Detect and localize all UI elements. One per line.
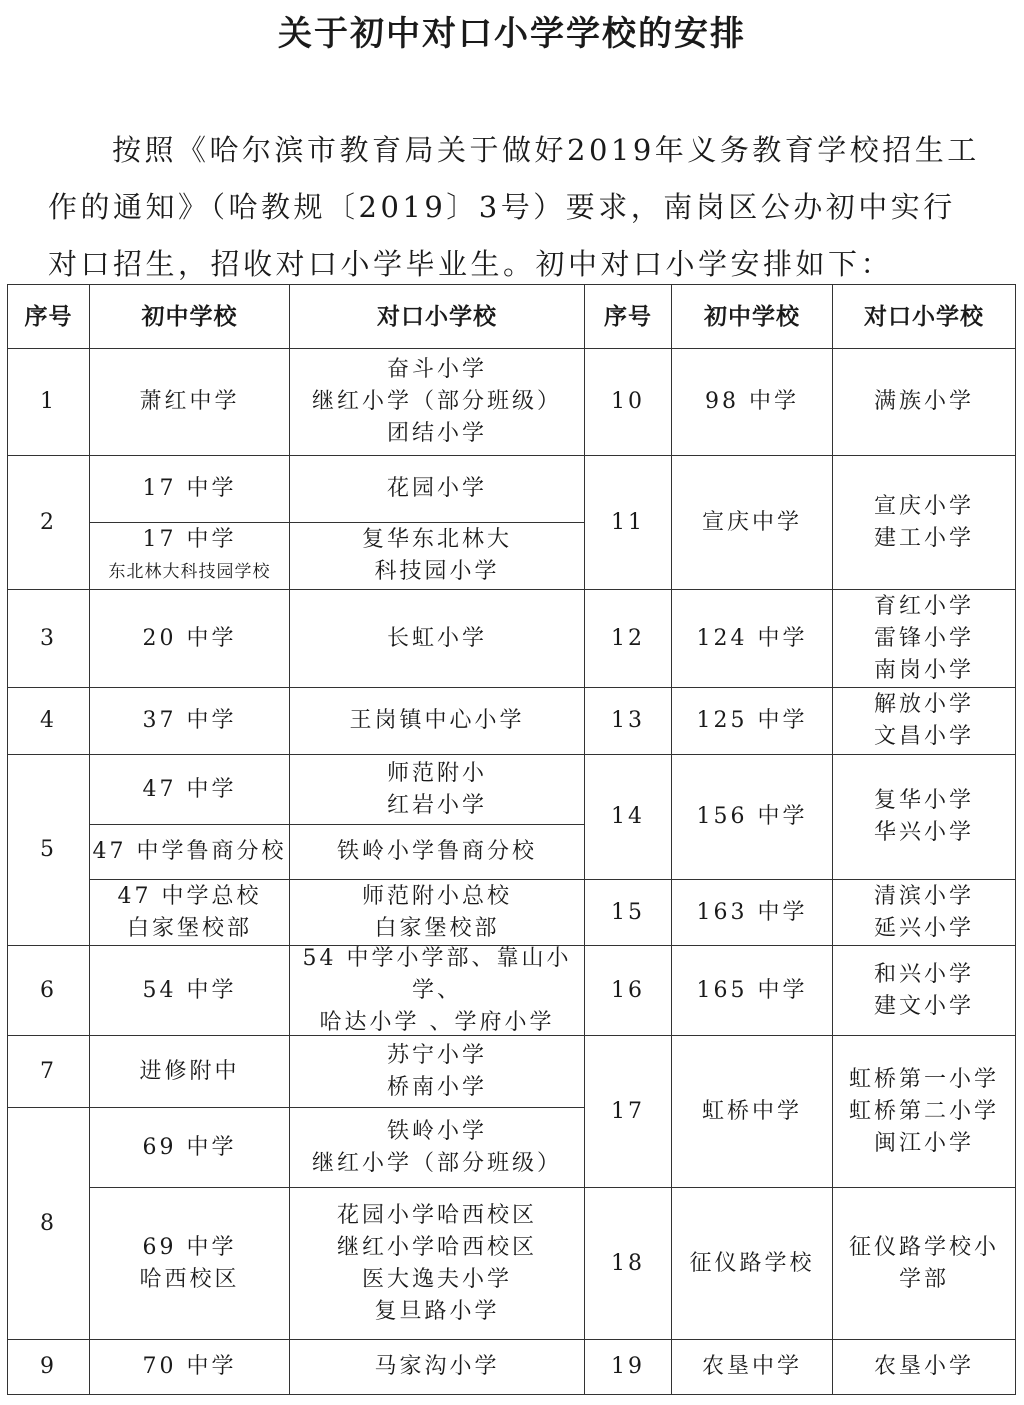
middle-school-cell: 宣庆中学 xyxy=(671,455,833,590)
primary-school-cell: 宣庆小学 建工小学 xyxy=(832,455,1016,590)
row-number: 1 xyxy=(7,348,90,456)
primary-school-cell: 和兴小学 建文小学 xyxy=(832,945,1016,1036)
column-header: 初中学校 xyxy=(89,284,290,349)
primary-school-cell: 师范附小 红岩小学 xyxy=(289,754,585,825)
row-number: 19 xyxy=(584,1339,672,1395)
primary-school-cell: 育红小学 雷锋小学 南岗小学 xyxy=(832,589,1016,688)
row-number: 9 xyxy=(7,1339,90,1395)
row-number: 15 xyxy=(584,879,672,946)
middle-school-cell xyxy=(89,522,290,590)
middle-school-cell: 47 中学 xyxy=(89,754,290,825)
row-number: 2 xyxy=(7,455,90,590)
row-number: 11 xyxy=(584,455,672,590)
primary-school-cell: 马家沟小学 xyxy=(289,1339,585,1395)
middle-school-cell: 进修附中 xyxy=(89,1035,290,1108)
middle-school-campus: 东北林大科技园学校 xyxy=(108,562,271,582)
middle-school-cell: 20 中学 xyxy=(89,589,290,688)
row-number: 8 xyxy=(7,1107,90,1340)
column-header: 对口小学校 xyxy=(832,284,1016,349)
primary-school-cell: 铁岭小学鲁商分校 xyxy=(289,824,585,880)
middle-school-cell: 156 中学 xyxy=(671,754,833,880)
row-number: 7 xyxy=(7,1035,90,1108)
row-number: 16 xyxy=(584,945,672,1036)
middle-school-cell: 征仪路学校 xyxy=(671,1187,833,1340)
primary-school-cell: 征仪路学校小 学部 xyxy=(832,1187,1016,1340)
row-number: 3 xyxy=(7,589,90,688)
row-number: 17 xyxy=(584,1035,672,1188)
row-number: 6 xyxy=(7,945,90,1036)
row-number: 18 xyxy=(584,1187,672,1340)
middle-school-cell: 69 中学 xyxy=(89,1107,290,1188)
middle-school-cell: 37 中学 xyxy=(89,687,290,755)
middle-school-cell: 165 中学 xyxy=(671,945,833,1036)
primary-school-cell: 长虹小学 xyxy=(289,589,585,688)
middle-school-cell: 萧红中学 xyxy=(89,348,290,456)
row-number: 12 xyxy=(584,589,672,688)
primary-school-cell: 苏宁小学 桥南小学 xyxy=(289,1035,585,1108)
row-number: 4 xyxy=(7,687,90,755)
primary-school-cell: 解放小学 文昌小学 xyxy=(832,687,1016,755)
middle-school-cell: 69 中学 哈西校区 xyxy=(89,1187,290,1340)
intro-paragraph: 按照《哈尔滨市教育局关于做好2019年义务教育学校招生工作的通知》（哈教规〔2019〕3号）要求，南岗区公办初中实行对口招生，招收对口小学毕业生。初中对口小学安排如下： xyxy=(48,133,980,281)
primary-school-cell: 虹桥第一小学 虹桥第二小学 闽江小学 xyxy=(832,1035,1016,1188)
primary-school-cell: 农垦小学 xyxy=(832,1339,1016,1395)
middle-school-cell: 47 中学总校 白家堡校部 xyxy=(89,879,290,946)
column-header: 对口小学校 xyxy=(289,284,585,349)
middle-school-name: 17 中学 xyxy=(142,527,237,552)
column-header: 初中学校 xyxy=(671,284,833,349)
primary-school-cell: 满族小学 xyxy=(832,348,1016,456)
middle-school-cell: 125 中学 xyxy=(671,687,833,755)
column-header: 序号 xyxy=(7,284,90,349)
middle-school-cell: 163 中学 xyxy=(671,879,833,946)
middle-school-cell: 54 中学 xyxy=(89,945,290,1036)
row-number: 14 xyxy=(584,754,672,880)
middle-school-cell: 虹桥中学 xyxy=(671,1035,833,1188)
middle-school-cell: 17 中学 xyxy=(89,455,290,523)
row-number: 5 xyxy=(7,754,90,946)
primary-school-cell: 花园小学哈西校区 继红小学哈西校区 医大逸夫小学 复旦路小学 xyxy=(289,1187,585,1340)
primary-school-cell: 清滨小学 延兴小学 xyxy=(832,879,1016,946)
primary-school-cell: 奋斗小学 继红小学（部分班级） 团结小学 xyxy=(289,348,585,456)
primary-school-cell: 复华东北林大 科技园小学 xyxy=(289,522,585,590)
middle-school-cell: 98 中学 xyxy=(671,348,833,456)
primary-school-cell: 王岗镇中心小学 xyxy=(289,687,585,755)
middle-school-cell: 农垦中学 xyxy=(671,1339,833,1395)
middle-school-cell: 70 中学 xyxy=(89,1339,290,1395)
row-number: 13 xyxy=(584,687,672,755)
primary-school-cell: 师范附小总校 白家堡校部 xyxy=(289,879,585,946)
primary-school-cell: 复华小学 华兴小学 xyxy=(832,754,1016,880)
middle-school-cell: 47 中学鲁商分校 xyxy=(89,824,290,880)
middle-school-cell: 124 中学 xyxy=(671,589,833,688)
primary-school-cell: 铁岭小学 继红小学（部分班级） xyxy=(289,1107,585,1188)
document-title: 关于初中对口小学学校的安排 xyxy=(278,14,746,54)
primary-school-cell: 54 中学小学部、靠山小学、 哈达小学 、学府小学 xyxy=(289,945,585,1036)
primary-school-cell: 花园小学 xyxy=(289,455,585,523)
column-header: 序号 xyxy=(584,284,672,349)
row-number: 10 xyxy=(584,348,672,456)
